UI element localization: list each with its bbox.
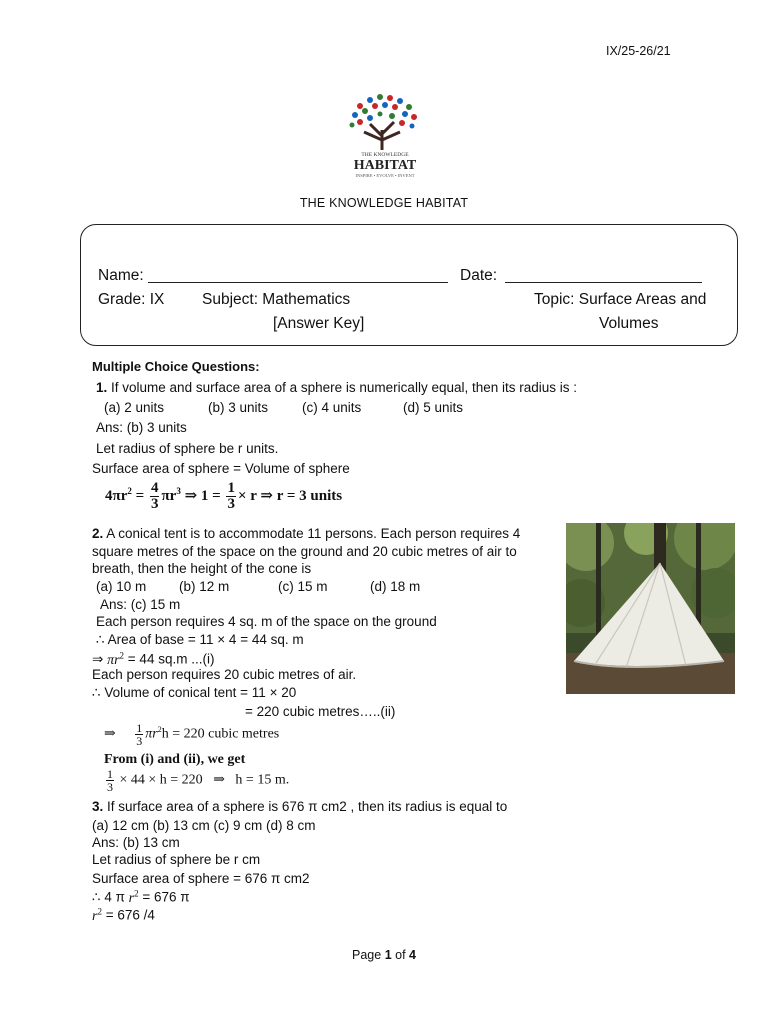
equation-2c: $\frac{1}{3}$ × 44 × h = 220 ⇒ h = 15 m. [107,767,290,794]
date-label: Date: [460,267,498,284]
question-number: 1. [96,380,108,395]
equation-2a: ⇒ $\frac{1}{3}$ $\pi r^2h = 220$ cubic metres [104,721,280,748]
question-3 [92,799,507,814]
subject-label: Subject: Mathematics [202,291,351,308]
solution-line: Each person requires 20 cubic metres of air. [92,667,357,682]
question-number: 2. [92,526,104,541]
option-c: (c) 15 m [278,579,328,594]
name-field[interactable] [148,268,448,283]
solution-line: ∴ 4 π $r^2 = 676$ π [92,888,190,906]
svg-text:THE KNOWLEDGE: THE KNOWLEDGE [361,152,409,158]
question-text: If volume and surface area of a sphere is numerically equal, then its radius is : [111,380,578,395]
topic-label-cont: Volumes [599,315,659,332]
solution-line: Let radius of sphere be r cm [92,852,261,867]
date-field[interactable] [505,268,702,283]
option-d: (d) 5 units [403,400,464,415]
svg-text:INSPIRE • EVOLVE • INVENT: INSPIRE • EVOLVE • INVENT [355,173,415,178]
answer-2: Ans: (c) 15 m [100,597,181,612]
option-d: (d) 18 m [370,579,421,594]
answer-3: Ans: (b) 13 cm [92,835,180,850]
school-name: THE KNOWLEDGE HABITAT [299,196,469,210]
option-b: (b) 3 units [208,400,269,415]
question-1 [96,380,577,395]
question-text: breath, then the height of the cone is [92,561,312,576]
answer-1: Ans: (b) 3 units [96,420,187,435]
solution-line: Let radius of sphere be r units. [96,441,279,456]
answer-key-label: [Answer Key] [273,315,365,332]
solution-line: Surface area of sphere = 676 π cm2 [92,871,310,886]
question-2 [92,526,520,541]
section-title: Multiple Choice Questions: [92,359,260,374]
equation-1: $4\pi r^2$ = $\frac{4}{3}$ $\pi r^3$ ⇒ 1 = $\frac{1}{3}$ × r ⇒ r = 3 units [105,480,343,512]
option-a: (a) 2 units [104,400,165,415]
question-text: If surface area of a sphere is 676 π cm2 , then its radius is equal to [107,799,508,814]
equation-2b: From (i) and (ii), we get [104,752,246,767]
option-c: (c) 4 units [302,400,362,415]
conical-tent-photo [566,523,735,694]
question-number: 3. [92,799,104,814]
grade-label: Grade: IX [98,291,165,308]
solution-line: ⇒ $\pi r^2 = 44$ sq.m ...(i) [92,650,215,668]
option-b: (b) 12 m [179,579,230,594]
solution-line: Surface area of sphere = Volume of sphere [92,461,350,476]
solution-line: ∴ Area of base = 11 × 4 = 44 sq. m [96,632,304,647]
solution-line: Each person requires 4 sq. m of the space on the ground [96,614,437,629]
question-3-options: (a) 12 cm (b) 13 cm (c) 9 cm (d) 8 cm [92,818,316,833]
question-text: square metres of the space on the ground and 20 cubic metres of air to [92,544,517,559]
option-a: (a) 10 m [96,579,147,594]
school-logo [330,92,440,184]
page-footer: Page 1 of 4 [352,948,416,962]
equation-result: r = 3 units [276,487,343,504]
solution-line: = 220 cubic metres…..(ii) [245,704,396,719]
svg-text:HABITAT: HABITAT [353,158,417,173]
topic-label: Topic: Surface Areas and [534,291,707,308]
name-label: Name: [98,267,144,284]
solution-line: ∴ Volume of conical tent = 11 × 20 [92,685,297,700]
question-text: A conical tent is to accommodate 11 persons. Each person requires 4 [106,526,521,541]
solution-line: $r^2 = 676$ /4 [92,906,155,924]
document-reference: IX/25-26/21 [606,44,671,58]
